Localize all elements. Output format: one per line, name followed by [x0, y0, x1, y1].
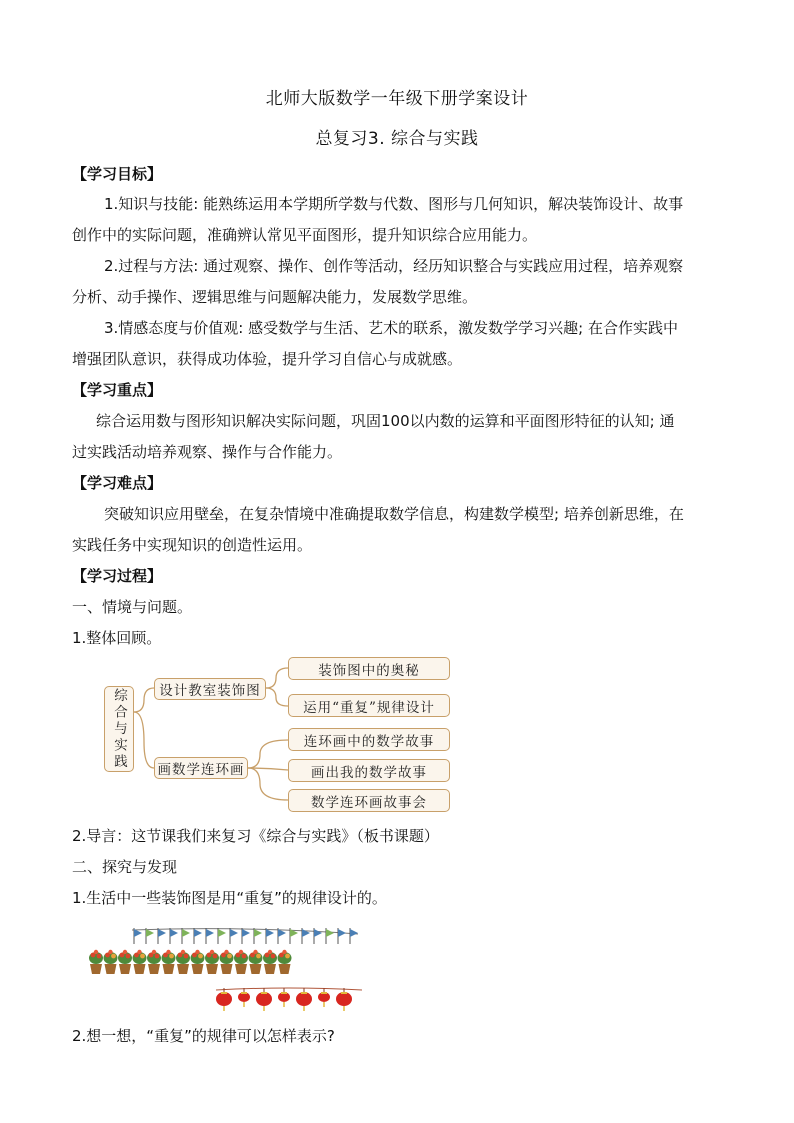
flag-icon — [158, 928, 166, 944]
connector-branch1-leaf2 — [266, 688, 288, 706]
focus-heading: 【学习重点】 — [72, 381, 163, 399]
goals-heading: 【学习目标】 — [72, 165, 163, 183]
lantern-icon — [336, 988, 352, 1011]
mind-map — [100, 652, 460, 822]
flag-icon — [254, 928, 262, 944]
connector-root-branch2 — [134, 712, 154, 768]
flower-pot-icon — [278, 950, 292, 974]
flag-icon — [242, 928, 250, 944]
connector-root-branch1 — [134, 688, 154, 712]
flower-pot-row-icon — [88, 948, 298, 978]
mind-map-leaf-4: 画出我的数学故事 — [288, 759, 450, 782]
focus-line-2: 过实践活动培养观察、操作与合作能力。 — [72, 443, 343, 461]
flower-pot-icon — [133, 950, 147, 974]
flag-icon — [218, 928, 226, 944]
mind-map-leaf-3: 连环画中的数学故事 — [288, 728, 450, 751]
goal-2-line-2: 分析、动手操作、逻辑思维与问题解决能力，发展数学思维。 — [72, 288, 478, 306]
document-title: 北师大版数学一年级下册学案设计 — [265, 89, 529, 109]
flag-icon — [338, 928, 346, 944]
lantern-icon — [216, 988, 232, 1011]
flower-pot-icon — [263, 950, 277, 974]
difficulty-line-2: 实践任务中实现知识的创造性运用。 — [72, 536, 313, 554]
flag-icon — [350, 928, 358, 944]
flower-pot-icon — [176, 950, 190, 974]
mind-map-root: 综合与实践 — [104, 686, 134, 772]
mind-map-leaf-5: 数学连环画故事会 — [288, 789, 450, 812]
goal-3-line-2: 增强团队意识，获得成功体验，提升学习自信心与成就感。 — [72, 350, 463, 368]
red-lantern-row-icon — [214, 984, 364, 1012]
flag-icon — [326, 928, 334, 944]
flag-icon — [230, 928, 238, 944]
lantern-icon — [238, 988, 250, 1007]
section-1-heading: 一、情境与问题。 — [72, 598, 193, 616]
flag-icon — [146, 928, 154, 944]
flag-icon — [314, 928, 322, 944]
flower-pot-icon — [89, 950, 103, 974]
mind-map-leaf-2: 运用“重复”规律设计 — [288, 694, 450, 717]
lantern-icon — [318, 988, 330, 1007]
flower-pot-icon — [162, 950, 176, 974]
flower-pot-icon — [147, 950, 161, 974]
flag-icon — [134, 928, 142, 944]
flower-pot-icon — [104, 950, 118, 974]
goal-1-line-2: 创作中的实际问题，准确辨认常见平面图形，提升知识综合应用能力。 — [72, 226, 538, 244]
goal-1-line-1: 1.知识与技能: 能熟练运用本学期所学数与代数、图形与几何知识，解决装饰设计、故事 — [104, 195, 684, 213]
flag-icon — [170, 928, 178, 944]
flag-icon — [182, 928, 190, 944]
goal-3-line-1: 3.情感态度与价值观: 感受数学与生活、艺术的联系，激发数学学习兴趣; 在合作实践中 — [104, 319, 678, 337]
lantern-icon — [296, 988, 312, 1011]
flower-pot-icon — [249, 950, 263, 974]
section-1-item-1: 1.整体回顾。 — [72, 629, 162, 647]
section-1-item-2: 2.导言：这节课我们来复习《综合与实践》（板书课题） — [72, 827, 439, 845]
goal-2-line-1: 2.过程与方法: 通过观察、操作、创作等活动，经历知识整合与实践应用过程，培养观察 — [104, 257, 684, 275]
document-subtitle: 总复习3. 综合与实践 — [315, 129, 479, 149]
mind-map-leaf-1: 装饰图中的奥秘 — [288, 657, 450, 680]
connector-branch2-leaf1 — [248, 740, 288, 768]
lantern-icon — [278, 988, 290, 1007]
flag-icon — [266, 928, 274, 944]
connector-branch1-leaf1 — [266, 668, 288, 688]
difficulty-heading: 【学习难点】 — [72, 474, 163, 492]
difficulty-line-1: 突破知识应用壁垒，在复杂情境中准确提取数学信息，构建数学模型; 培养创新思维，在 — [104, 505, 684, 523]
flag-bunting-icon — [130, 924, 360, 946]
flower-pot-icon — [220, 950, 234, 974]
flag-icon — [194, 928, 202, 944]
section-2-item-2: 2.想一想，“重复”的规律可以怎样表示? — [72, 1027, 335, 1045]
mind-map-branch-1: 设计教室装饰图 — [154, 678, 266, 700]
mind-map-branch-2: 画数学连环画 — [154, 757, 248, 779]
process-heading: 【学习过程】 — [72, 567, 163, 585]
focus-line-1: 综合运用数与图形知识解决实际问题，巩固100以内数的运算和平面图形特征的认知; 通 — [96, 412, 675, 430]
flower-pot-icon — [205, 950, 219, 974]
flower-pot-icon — [191, 950, 205, 974]
connector-branch2-leaf3 — [248, 768, 288, 800]
section-2-item-1: 1.生活中一些装饰图是用“重复”的规律设计的。 — [72, 889, 387, 907]
flower-pot-icon — [118, 950, 132, 974]
section-2-heading: 二、探究与发现 — [72, 858, 178, 876]
flag-icon — [302, 928, 310, 944]
flower-pot-icon — [234, 950, 248, 974]
flag-icon — [206, 928, 214, 944]
lantern-icon — [256, 988, 272, 1011]
